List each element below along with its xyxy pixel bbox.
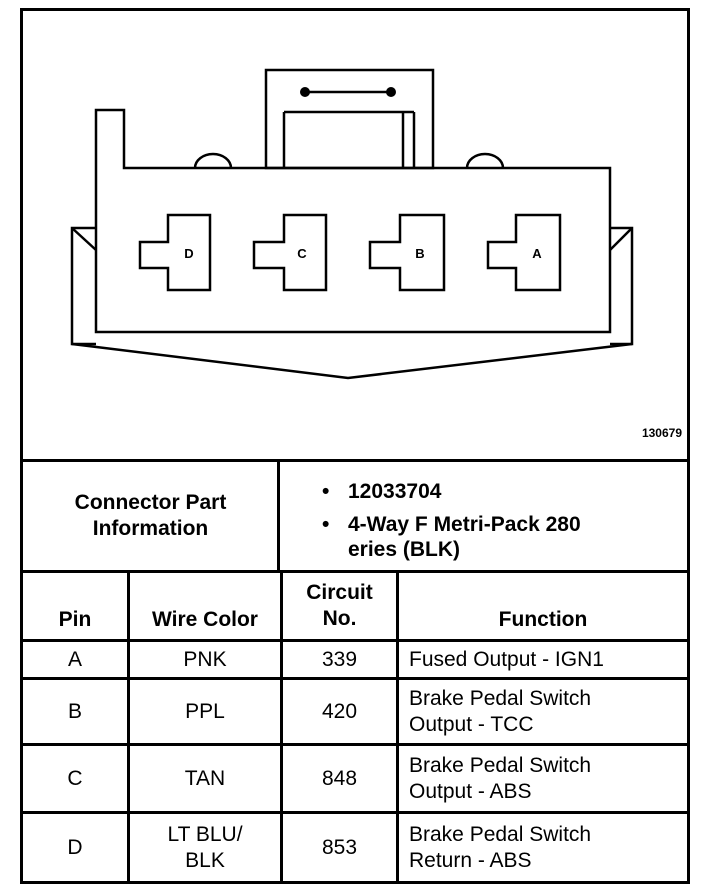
pin-label-b: B: [415, 246, 425, 261]
cavity-a: [488, 215, 560, 290]
header-circuit: [283, 573, 396, 639]
pin-label-a: A: [532, 246, 542, 261]
latch-housing: [266, 70, 433, 168]
row-d-circuit: 853: [321, 835, 358, 859]
header-wire-color-text: Wire Color: [152, 607, 258, 631]
connector-info-title-line2: Information: [92, 517, 209, 540]
row-d-function-line1: Brake Pedal Switch: [409, 822, 592, 846]
row-a-wire-color: PNK: [183, 647, 227, 671]
pin-label-c: C: [297, 246, 307, 261]
pin-cavities: [140, 215, 560, 290]
figure-id: 130679: [641, 426, 682, 440]
row-d-wire-color-line2: BLK: [185, 848, 225, 872]
connector-info-list: [280, 462, 685, 570]
header-circuit-line2: No.: [322, 607, 357, 630]
cavity-d: [140, 215, 210, 290]
row-d-wire-color-line1: LT BLU/: [167, 822, 243, 846]
bullet-dot: •: [322, 513, 330, 536]
row-d-pin: D: [67, 835, 83, 859]
row-a-circuit: 339: [321, 647, 358, 671]
row-b-wire-color: PPL: [185, 699, 225, 723]
cavity-c: [254, 215, 326, 290]
cavity-b: [370, 215, 444, 290]
row-c-function-line1: Brake Pedal Switch: [409, 753, 592, 777]
connector-info-title: [23, 462, 278, 570]
connector-body: [96, 110, 610, 332]
series-line1: 4-Way F Metri-Pack 280: [348, 513, 581, 536]
pin-label-d: D: [184, 246, 194, 261]
row-b-function-line1: Brake Pedal Switch: [409, 686, 592, 710]
row-d-function-line2: Return - ABS: [409, 848, 532, 872]
row-c-function: [399, 746, 687, 811]
connector-info-title-line1: Connector Part: [74, 491, 227, 514]
header-function-text: Function: [498, 607, 588, 631]
row-c-pin: C: [67, 766, 83, 790]
header-circuit-line1: Circuit: [306, 581, 373, 604]
header-pin-text: Pin: [58, 607, 92, 631]
row-c-wire-color: TAN: [184, 766, 226, 790]
series-line2: eries (BLK): [348, 538, 461, 561]
row-b-function-line2: Output - TCC: [409, 712, 534, 736]
row-c-circuit: 848: [321, 766, 358, 790]
row-b-pin: B: [67, 699, 82, 723]
row-c-function-line2: Output - ABS: [409, 779, 532, 803]
part-number: 12033704: [348, 480, 442, 503]
connector-diagram: [23, 11, 687, 459]
row-a-pin: A: [67, 647, 82, 671]
row-b-function: [399, 680, 687, 743]
row-d-wire-color: [130, 814, 280, 881]
header-wire-color: [130, 600, 280, 639]
row-b-circuit: 420: [321, 699, 358, 723]
row-d-function: [399, 814, 687, 881]
row-a-function: Fused Output - IGN1: [409, 647, 604, 671]
bullet-dot: •: [322, 480, 330, 503]
header-pin: [23, 600, 127, 639]
header-function: [399, 600, 687, 639]
